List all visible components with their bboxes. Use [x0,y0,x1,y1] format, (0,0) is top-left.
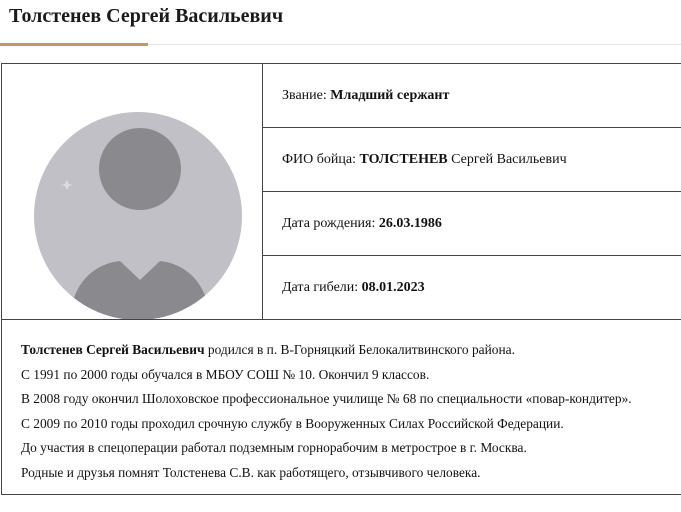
rank-label: Звание: [282,87,327,103]
bio-birthplace: родился в п. В-Горняцкий Белокалитвинского района. [207,342,515,357]
bio-line: До участия в спецоперации работал подземным горнорабочим в метрострое в г. Москва. [21,440,527,455]
birth-date: 26.03.1986 [378,215,442,231]
rank-value: Младший сержант [330,87,450,103]
info-cells [263,64,681,320]
bio-line: С 1991 по 2000 годы обучался в МБОУ СОШ № 10. Окончил 9 классов. [21,366,430,382]
title-accent-bar [0,43,148,46]
death-label: Дата гибели: [282,280,359,295]
death-row [263,256,681,320]
bio-line: С 2009 по 2010 годы проходил срочную службу в Вооруженных Силах Российской Федерации. [21,415,564,431]
name-row [263,128,681,192]
birth-label: Дата рождения: [282,215,376,231]
name-label: ФИО бойца: [282,151,356,167]
default-person-avatar-icon [34,112,242,320]
name-rest: Сергей Васильевич [451,151,567,167]
bio-name: Толстенев Сергей Васильевич [21,342,205,357]
name-surname: ТОЛСТЕНЕВ [359,151,448,167]
profile-card [1,63,681,495]
biography [2,319,681,494]
birth-row [263,192,681,256]
page-title: Толстенев Сергей Васильевич [9,5,284,27]
bio-line: Родные и друзья помнят Толстенева С.В. как работящего, отзывчивого человека. [21,464,481,480]
photo-cell [2,64,263,320]
bio-line [21,338,681,363]
death-date: 08.01.2023 [361,280,425,295]
bio-line: В 2008 году окончил Шолоховское профессиональное училище № 68 по специальности «повар-кондитер». [21,391,632,406]
rank-row [263,64,681,128]
